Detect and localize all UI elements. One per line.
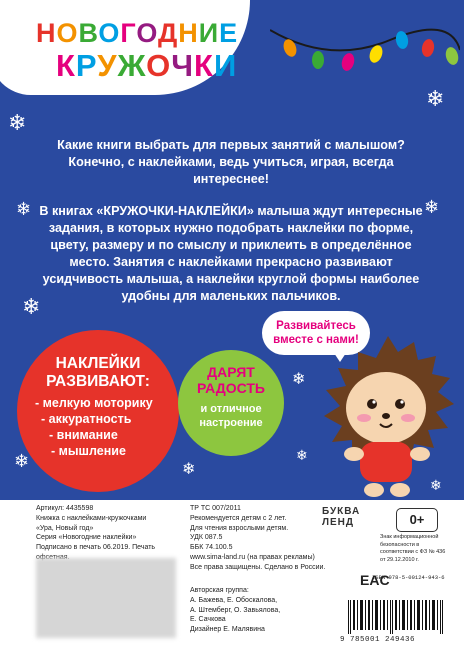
authors-line: А. Штемберг, О. Завьялова,	[190, 606, 281, 614]
eac-mark: EAC	[360, 572, 390, 588]
title-letter: Д	[157, 18, 179, 48]
barcode-number: 9 785001 249436	[340, 636, 416, 644]
imprint-line: УДК 087.5	[190, 534, 223, 542]
imprint-line: Рекомендуется детям с 2 лет.	[190, 514, 287, 522]
speech-bubble: Развивайтесь вместе с нами!	[262, 311, 370, 355]
title-letter: Г	[120, 18, 137, 48]
skill-item: - мелкую моторику	[35, 396, 153, 410]
title-letter: Р	[75, 48, 98, 83]
description-paragraph: В книгах «КРУЖОЧКИ-НАКЛЕЙКИ» малыша ждут интересные задания, в которых нужно подобрать наклейки по форме, цвету, размеру и по смыслу и приклеить в определённое место. Занятия с наклейками прекрасно развивают усидчивость малыша, а наклейки круглой формы наиболее удобны для маленьких пальчиков.	[39, 204, 423, 303]
title-letter: О	[136, 18, 158, 48]
imprint-line: Книжка с наклейками-кружочками	[36, 514, 147, 522]
snowflake-icon: ❄	[14, 451, 30, 471]
imprint-line: ББК 74.100.5	[190, 544, 233, 552]
joy-circle	[178, 350, 284, 456]
skill-item: - мышление	[51, 444, 126, 458]
snowflake-icon: ❄	[424, 197, 440, 217]
garland-lights-icon	[270, 10, 460, 90]
imprint-line: Артикул: 4435598	[36, 505, 94, 512]
authors-line: А. Бажева, Е. Обоскалова,	[190, 596, 278, 604]
barcode-icon	[348, 600, 444, 634]
title-letter: И	[198, 18, 220, 48]
imprint-line: www.sima-land.ru (на правах рекламы)	[190, 553, 315, 561]
imprint-line: Серия «Новогодние наклейки»	[36, 534, 137, 542]
imprint-line: «Ура, Новый год»	[36, 524, 94, 532]
title-letter: В	[78, 18, 99, 48]
snowflake-icon: ❄	[22, 294, 41, 319]
info-sign-note: Знак информационной безопасности в соответствии с ФЗ № 436 от 29.12.2010 г.	[380, 534, 446, 563]
title-letter: Н	[178, 18, 199, 48]
title-letter: Н	[36, 18, 57, 48]
title-letter: У	[97, 48, 118, 83]
snowflake-icon: ❄	[292, 371, 306, 388]
title-letter: И	[213, 48, 238, 83]
imprint-line: Подписано в печать 06.2019. Печать	[36, 544, 156, 552]
joy-heading: ДАРЯТ РАДОСТЬ	[197, 364, 265, 396]
publisher-logo: БУКВА ЛЕНД	[322, 506, 361, 528]
title-letter: Ж	[117, 48, 147, 83]
title-line-1	[36, 18, 238, 49]
title-letter: К	[194, 48, 214, 83]
snowflake-icon: ❄	[16, 199, 32, 219]
title-letter: Ч	[171, 48, 195, 83]
skills-circle	[17, 330, 179, 492]
authors-line: Е. Сачкова	[190, 616, 226, 624]
skill-item: - аккуратность	[41, 412, 132, 426]
authors-line: Дизайнер Е. Малявина	[190, 626, 265, 634]
title-letter: О	[146, 48, 172, 83]
title-letter: О	[56, 18, 79, 48]
hedgehog-illustration-icon	[318, 330, 458, 502]
snowflake-icon: ❄	[8, 110, 27, 135]
snowflake-icon: ❄	[182, 461, 196, 478]
snowflake-icon: ❄	[430, 477, 442, 493]
imprint-left	[36, 504, 186, 563]
imprint-line: Для чтения взрослыми детям.	[190, 524, 289, 532]
blurred-legal-text	[36, 558, 176, 638]
snowflake-icon: ❄	[426, 86, 445, 111]
imprint-center	[190, 504, 330, 573]
title-line-2	[56, 48, 237, 84]
authors-block	[190, 586, 330, 635]
age-rating-badge: 0+	[396, 508, 438, 532]
title-letter: К	[56, 48, 76, 83]
title-letter: О	[98, 18, 121, 48]
title-letter: Е	[219, 18, 239, 48]
skill-item: - внимание	[49, 428, 118, 442]
isbn-text: ISBN 978-5-00124-943-6	[372, 574, 445, 581]
skills-list	[35, 395, 153, 459]
imprint-line: ТР ТС 007/2011	[190, 505, 241, 512]
skills-heading: НАКЛЕЙКИ РАЗВИВАЮТ:	[46, 355, 150, 390]
imprint-line: Все права защищены. Сделано в России.	[190, 563, 326, 571]
snowflake-icon: ❄	[296, 447, 308, 463]
joy-subtext: и отличное настроение	[199, 403, 263, 429]
intro-paragraph: Какие книги выбрать для первых занятий с малышом? Конечно, с наклейками, ведь учиться, играя, всегда интереснее!	[57, 138, 405, 186]
authors-line: Авторская группа:	[190, 587, 249, 594]
